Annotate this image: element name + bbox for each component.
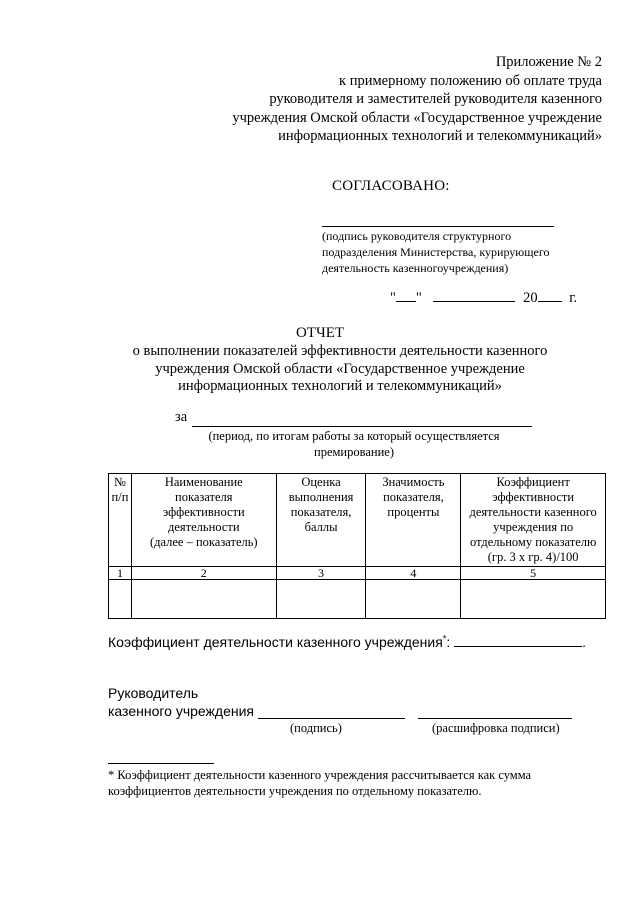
footnote — [108, 767, 608, 799]
header-text: Значимость — [382, 475, 445, 489]
caption-line: (период, по итогам работы за который осуществляется — [208, 429, 500, 443]
footnote-mark: * — [442, 633, 447, 644]
header-cell-coefficient — [461, 474, 606, 567]
header-cell-number — [109, 474, 132, 567]
head-label-line: Руководитель — [108, 685, 199, 701]
period-caption — [180, 428, 528, 460]
appendix-line: учреждения Омской области «Государственное учреждение — [232, 109, 602, 126]
date-suffix: г. — [569, 290, 578, 306]
appendix-line: информационных технологий и телекоммуникаций» — [278, 128, 602, 144]
signature-caption: (подпись) — [290, 721, 342, 735]
approval-heading: СОГЛАСОВАНО: — [332, 178, 450, 194]
header-text: показателя, — [383, 490, 444, 504]
coefficient-end: . — [582, 634, 586, 650]
header-cell-score — [276, 474, 366, 567]
head-signature-line — [258, 718, 405, 719]
appendix-header — [182, 53, 602, 146]
header-text: деятельности казенного — [469, 505, 597, 519]
date-day-blank — [396, 287, 416, 302]
date-quote-open: " — [390, 290, 396, 306]
column-number-cell: 1 — [109, 567, 132, 580]
caption-line: (подпись руководителя структурного — [322, 229, 512, 243]
head-label — [108, 684, 254, 720]
table-cell — [131, 580, 276, 619]
head-label-line: казенного учреждения — [108, 703, 254, 719]
column-number-cell: 4 — [366, 567, 461, 580]
header-text: деятельности — [168, 520, 240, 534]
caption-line: премирование) — [314, 445, 394, 459]
appendix-line: руководителя и заместителей руководителя казенного — [269, 91, 602, 107]
approval-date — [390, 287, 577, 307]
header-cell-weight — [366, 474, 461, 567]
approval-signature-caption — [322, 228, 592, 276]
header-text: эффективности — [162, 505, 245, 519]
header-text: показателя, — [290, 505, 352, 519]
header-text: (далее – показатель) — [149, 535, 258, 549]
appendix-line: к примерному положению об оплате труда — [339, 72, 602, 89]
table-row — [109, 580, 606, 619]
column-number-cell: 3 — [276, 567, 366, 580]
period-label: за — [175, 409, 188, 425]
header-text: баллы — [304, 520, 338, 534]
name-decode-caption: (расшифровка подписи) — [432, 721, 560, 735]
header-text: п/п — [111, 490, 129, 504]
header-text: отдельному показателю — [469, 535, 597, 549]
institution-coefficient-line — [108, 632, 586, 650]
header-text: (гр. 3 х гр. 4)/100 — [487, 550, 579, 564]
coefficient-colon: : — [446, 634, 451, 650]
appendix-line: Приложение № 2 — [495, 54, 602, 70]
period-blank-line — [192, 426, 532, 427]
approval-signature-line — [322, 226, 554, 227]
report-subtitle — [120, 343, 560, 396]
subtitle-line: учреждения Омской области «Государственное учреждение — [155, 360, 525, 377]
date-month-blank — [433, 287, 515, 302]
header-text: учреждения по — [493, 520, 574, 534]
header-text: выполнения — [288, 490, 354, 504]
table-cell — [276, 580, 366, 619]
table-cell — [366, 580, 461, 619]
coefficient-label: Коэффициент деятельности казенного учреждения — [108, 634, 443, 650]
indicators-table — [108, 473, 606, 619]
report-title: ОТЧЕТ — [295, 325, 345, 341]
column-number-cell: 5 — [461, 567, 606, 580]
coefficient-blank — [454, 632, 582, 647]
header-text: № — [114, 475, 126, 489]
subtitle-line: о выполнении показателей эффективности деятельности казенного — [132, 343, 548, 359]
header-cell-indicator-name — [131, 474, 276, 567]
date-quote-close: " — [415, 290, 422, 306]
table-cell — [109, 580, 132, 619]
caption-line: подразделения Министерства, курирующего — [322, 245, 550, 259]
footnote-separator — [108, 763, 214, 764]
header-text: Наименование — [164, 475, 243, 489]
header-text: Коэффициент — [496, 475, 570, 489]
header-text: показателя — [175, 490, 233, 504]
header-text: эффективности — [492, 490, 575, 504]
subtitle-line: информационных технологий и телекоммуникаций» — [178, 378, 502, 394]
header-text: проценты — [387, 505, 440, 519]
table-header-row — [109, 474, 606, 567]
table-cell — [461, 580, 606, 619]
head-name-line — [418, 718, 572, 719]
date-year-blank — [538, 287, 562, 302]
date-year-prefix: 20 — [523, 290, 538, 306]
footnote-line: коэффициентов деятельности учреждения по отдельному показателю. — [108, 784, 482, 798]
footnote-line: * Коэффициент деятельности казенного учреждения рассчитывается как сумма — [108, 768, 532, 782]
table-column-numbers-row — [109, 567, 606, 580]
column-number-cell: 2 — [131, 567, 276, 580]
header-text: Оценка — [301, 475, 341, 489]
caption-line: деятельность казенногоучреждения) — [322, 261, 509, 275]
